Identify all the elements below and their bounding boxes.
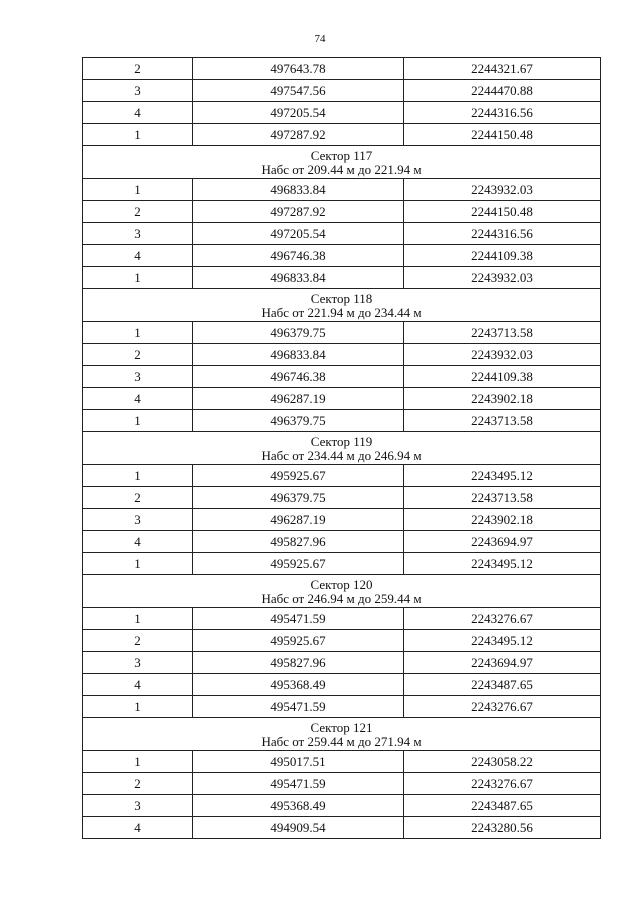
coordinates-table xyxy=(82,57,601,839)
point-number-cell: 1 xyxy=(83,553,193,575)
table-row xyxy=(83,630,601,652)
x-coordinate-cell: 495827.96 xyxy=(193,652,404,674)
table-row xyxy=(83,795,601,817)
point-number-cell: 1 xyxy=(83,179,193,201)
sector-header-cell xyxy=(83,575,601,608)
sector-height-range: Набс от 221.94 м до 234.44 м xyxy=(261,304,422,320)
table-row xyxy=(83,465,601,487)
sector-header-cell xyxy=(83,718,601,751)
x-coordinate-cell: 495925.67 xyxy=(193,465,404,487)
y-coordinate-cell: 2243280.56 xyxy=(404,817,601,839)
table-row xyxy=(83,531,601,553)
y-coordinate-cell: 2244316.56 xyxy=(404,223,601,245)
sector-title: Сектор 119 xyxy=(310,433,373,449)
y-coordinate-cell: 2243713.58 xyxy=(404,322,601,344)
x-coordinate-cell: 496287.19 xyxy=(193,509,404,531)
y-coordinate-cell: 2243713.58 xyxy=(404,487,601,509)
x-coordinate-cell: 497547.56 xyxy=(193,80,404,102)
sector-title: Сектор 121 xyxy=(310,719,373,735)
x-coordinate-cell: 495827.96 xyxy=(193,531,404,553)
point-number-cell: 3 xyxy=(83,80,193,102)
y-coordinate-cell: 2243713.58 xyxy=(404,410,601,432)
table-row xyxy=(83,124,601,146)
table-row xyxy=(83,751,601,773)
x-coordinate-cell: 496379.75 xyxy=(193,322,404,344)
point-number-cell: 1 xyxy=(83,124,193,146)
sector-header-row xyxy=(83,289,601,322)
table-row xyxy=(83,201,601,223)
x-coordinate-cell: 495471.59 xyxy=(193,608,404,630)
y-coordinate-cell: 2243694.97 xyxy=(404,652,601,674)
sector-header-row xyxy=(83,718,601,751)
table-row xyxy=(83,410,601,432)
x-coordinate-cell: 496379.75 xyxy=(193,487,404,509)
point-number-cell: 1 xyxy=(83,267,193,289)
x-coordinate-cell: 496746.38 xyxy=(193,245,404,267)
y-coordinate-cell: 2243487.65 xyxy=(404,674,601,696)
x-coordinate-cell: 495471.59 xyxy=(193,773,404,795)
point-number-cell: 2 xyxy=(83,201,193,223)
table-row xyxy=(83,366,601,388)
point-number-cell: 1 xyxy=(83,751,193,773)
point-number-cell: 2 xyxy=(83,630,193,652)
sector-header-cell xyxy=(83,146,601,179)
x-coordinate-cell: 495925.67 xyxy=(193,553,404,575)
point-number-cell: 3 xyxy=(83,509,193,531)
table-row xyxy=(83,245,601,267)
sector-height-range: Набс от 234.44 м до 246.94 м xyxy=(261,447,422,463)
table-row xyxy=(83,608,601,630)
y-coordinate-cell: 2243932.03 xyxy=(404,267,601,289)
point-number-cell: 4 xyxy=(83,817,193,839)
y-coordinate-cell: 2244109.38 xyxy=(404,245,601,267)
x-coordinate-cell: 496287.19 xyxy=(193,388,404,410)
x-coordinate-cell: 495471.59 xyxy=(193,696,404,718)
sector-title: Сектор 120 xyxy=(310,576,373,592)
sector-height-range: Набс от 246.94 м до 259.44 м xyxy=(261,590,422,606)
y-coordinate-cell: 2243932.03 xyxy=(404,179,601,201)
table-row xyxy=(83,223,601,245)
table-row xyxy=(83,652,601,674)
table-row xyxy=(83,322,601,344)
x-coordinate-cell: 497643.78 xyxy=(193,58,404,80)
table-row xyxy=(83,344,601,366)
point-number-cell: 3 xyxy=(83,652,193,674)
point-number-cell: 1 xyxy=(83,410,193,432)
sector-height-range: Набс от 259.44 м до 271.94 м xyxy=(261,733,422,749)
y-coordinate-cell: 2243058.22 xyxy=(404,751,601,773)
page-number: 74 xyxy=(314,33,326,45)
y-coordinate-cell: 2243276.67 xyxy=(404,696,601,718)
x-coordinate-cell: 497287.92 xyxy=(193,124,404,146)
point-number-cell: 3 xyxy=(83,223,193,245)
y-coordinate-cell: 2243902.18 xyxy=(404,388,601,410)
point-number-cell: 4 xyxy=(83,102,193,124)
point-number-cell: 4 xyxy=(83,674,193,696)
x-coordinate-cell: 494909.54 xyxy=(193,817,404,839)
x-coordinate-cell: 497205.54 xyxy=(193,102,404,124)
x-coordinate-cell: 495925.67 xyxy=(193,630,404,652)
x-coordinate-cell: 496833.84 xyxy=(193,344,404,366)
y-coordinate-cell: 2243694.97 xyxy=(404,531,601,553)
sector-title: Сектор 117 xyxy=(310,147,373,163)
table-row xyxy=(83,487,601,509)
point-number-cell: 3 xyxy=(83,795,193,817)
table-row xyxy=(83,179,601,201)
point-number-cell: 1 xyxy=(83,696,193,718)
x-coordinate-cell: 496379.75 xyxy=(193,410,404,432)
y-coordinate-cell: 2244150.48 xyxy=(404,201,601,223)
table-row xyxy=(83,696,601,718)
y-coordinate-cell: 2243932.03 xyxy=(404,344,601,366)
table-row xyxy=(83,553,601,575)
x-coordinate-cell: 496833.84 xyxy=(193,179,404,201)
table-row xyxy=(83,817,601,839)
x-coordinate-cell: 497287.92 xyxy=(193,201,404,223)
point-number-cell: 1 xyxy=(83,322,193,344)
x-coordinate-cell: 497205.54 xyxy=(193,223,404,245)
point-number-cell: 4 xyxy=(83,531,193,553)
point-number-cell: 4 xyxy=(83,245,193,267)
table-row xyxy=(83,80,601,102)
sector-height-range: Набс от 209.44 м до 221.94 м xyxy=(261,161,422,177)
y-coordinate-cell: 2244109.38 xyxy=(404,366,601,388)
point-number-cell: 2 xyxy=(83,773,193,795)
sector-header-row xyxy=(83,146,601,179)
point-number-cell: 2 xyxy=(83,58,193,80)
x-coordinate-cell: 495368.49 xyxy=(193,674,404,696)
x-coordinate-cell: 496746.38 xyxy=(193,366,404,388)
x-coordinate-cell: 495368.49 xyxy=(193,795,404,817)
table-row xyxy=(83,773,601,795)
table-row xyxy=(83,674,601,696)
y-coordinate-cell: 2243495.12 xyxy=(404,465,601,487)
table-row xyxy=(83,58,601,80)
sector-header-row xyxy=(83,432,601,465)
point-number-cell: 4 xyxy=(83,388,193,410)
y-coordinate-cell: 2243902.18 xyxy=(404,509,601,531)
table-row xyxy=(83,388,601,410)
sector-header-cell xyxy=(83,432,601,465)
point-number-cell: 3 xyxy=(83,366,193,388)
point-number-cell: 1 xyxy=(83,465,193,487)
x-coordinate-cell: 496833.84 xyxy=(193,267,404,289)
sector-header-row xyxy=(83,575,601,608)
sector-header-cell xyxy=(83,289,601,322)
y-coordinate-cell: 2244150.48 xyxy=(404,124,601,146)
y-coordinate-cell: 2244316.56 xyxy=(404,102,601,124)
y-coordinate-cell: 2244321.67 xyxy=(404,58,601,80)
point-number-cell: 2 xyxy=(83,487,193,509)
y-coordinate-cell: 2243487.65 xyxy=(404,795,601,817)
coordinates-table-body xyxy=(83,58,601,839)
point-number-cell: 2 xyxy=(83,344,193,366)
y-coordinate-cell: 2243495.12 xyxy=(404,630,601,652)
x-coordinate-cell: 495017.51 xyxy=(193,751,404,773)
sector-title: Сектор 118 xyxy=(310,290,373,306)
y-coordinate-cell: 2244470.88 xyxy=(404,80,601,102)
point-number-cell: 1 xyxy=(83,608,193,630)
y-coordinate-cell: 2243276.67 xyxy=(404,773,601,795)
table-row xyxy=(83,102,601,124)
y-coordinate-cell: 2243495.12 xyxy=(404,553,601,575)
table-row xyxy=(83,509,601,531)
table-row xyxy=(83,267,601,289)
y-coordinate-cell: 2243276.67 xyxy=(404,608,601,630)
